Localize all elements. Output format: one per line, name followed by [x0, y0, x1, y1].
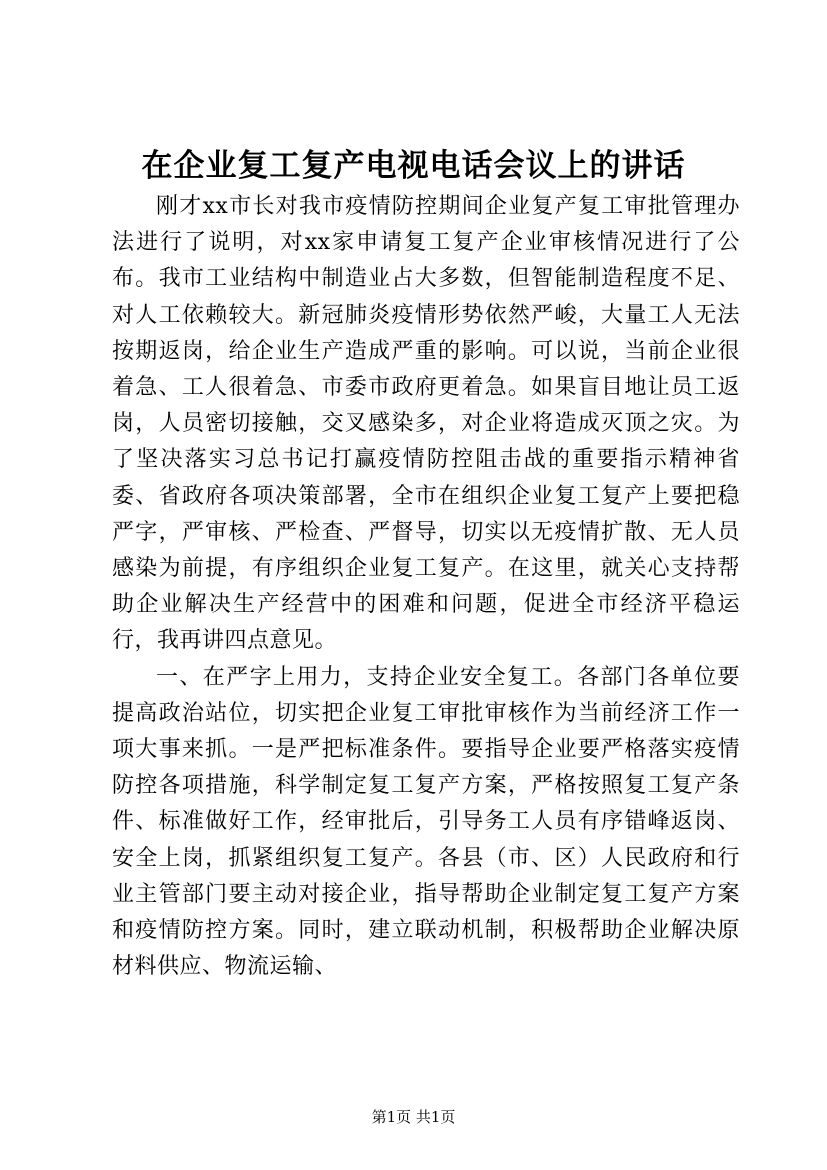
page-number-label: 第1页 共1页 — [371, 1108, 456, 1126]
paragraph-point-one: 一、在严字上用力，支持企业安全复工。各部门各单位要提高政治站位，切实把企业复工审批审核作为当前经济工作一项大事来抓。一是严把标准条件。要指导企业要严格落实疫情防控各项措施，科学制定复工复产方案，严格按照复工复产条件、标准做好工作，经审批后，引导务工人员有序错峰返岗、安全上岗，抓紧组织复工复产。各县（市、区）人民政府和行业主管部门要主动对接企业，指导帮助企业制定复工复产方案和疫情防控方案。同时，建立联动机制，积极帮助企业解决原材料供应、物流运输、 — [112, 664, 740, 980]
page-footer — [0, 1106, 827, 1128]
paragraph-intro: 刚才xx市长对我市疫情防控期间企业复产复工审批管理办法进行了说明，对xx家申请复工复产企业审核情况进行了公布。我市工业结构中制造业占大多数，但智能制造程度不足、对人工依赖较大。新冠肺炎疫情形势依然严峻，大量工人无法按期返岗，给企业生产造成严重的影响。可以说，当前企业很着急、工人很着急、市委市政府更着急。如果盲目地让员工返岗，人员密切接触，交叉感染多，对企业将造成灭顶之灾。为了坚决落实习总书记打赢疫情防控阻击战的重要指示精神省委、省政府各项决策部署，全市在组织企业复工复产上要把稳严字，严审核、严检查、严督导，切实以无疫情扩散、无人员感染为前提，有序组织企业复工复产。在这里，就关心支持帮助企业解决生产经营中的困难和问题，促进全市经济平稳运行，我再讲四点意见。 — [112, 194, 740, 654]
document-title: 在企业复工复产电视电话会议上的讲话 — [141, 148, 686, 184]
document-body — [112, 189, 740, 985]
